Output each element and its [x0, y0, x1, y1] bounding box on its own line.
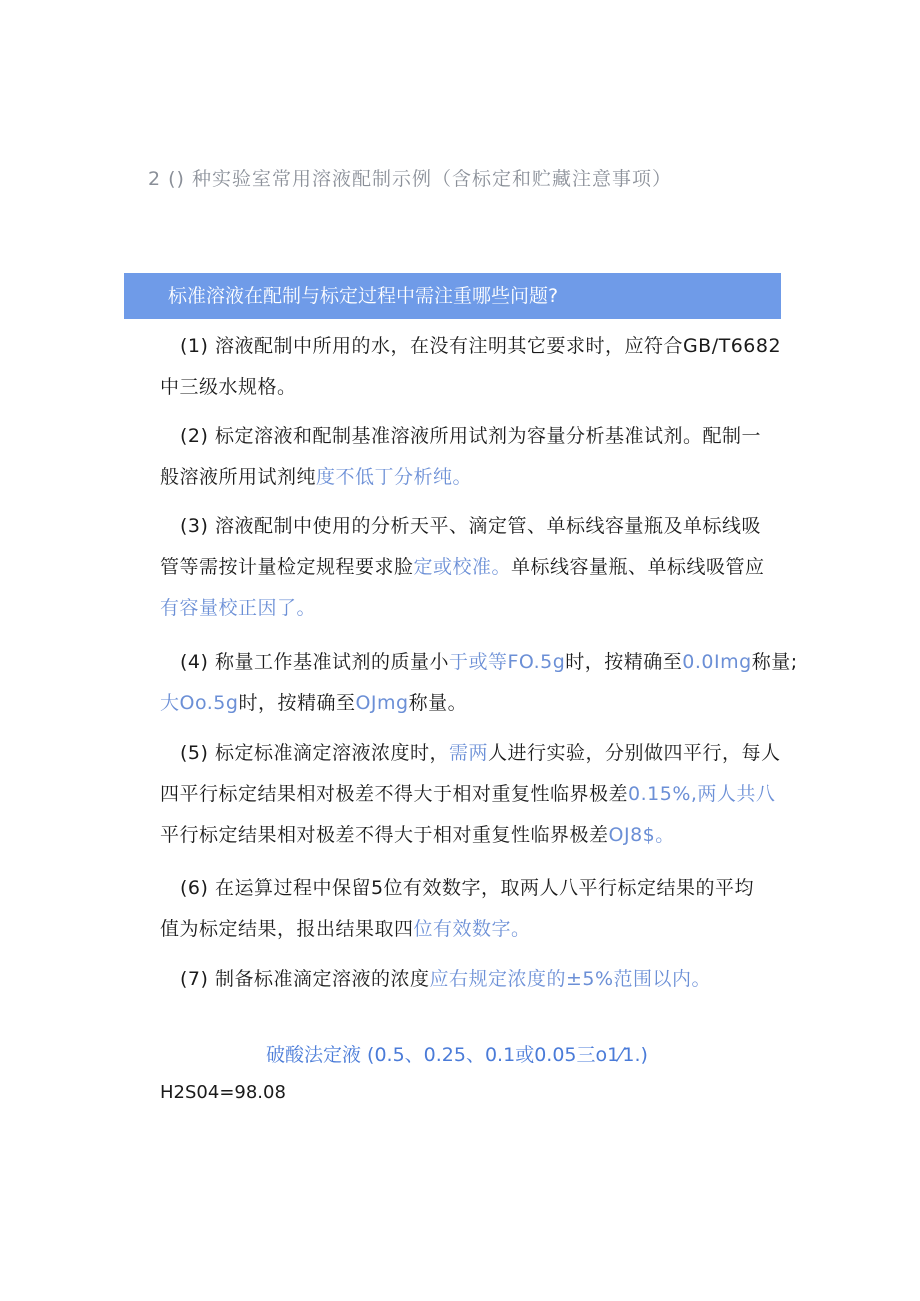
- body-text: 时，按精确至: [565, 651, 683, 673]
- paragraph-line: [160, 683, 780, 724]
- paragraph-line: [160, 733, 780, 774]
- highlighted-text: 定或校准。: [413, 556, 512, 578]
- body-text: 般溶液所用试剂纯: [160, 466, 317, 488]
- body-text: (7) 制备标准滴定溶液的浓度: [180, 968, 430, 990]
- paragraph-line: [160, 547, 780, 588]
- subheading: 破酸法定液 (0.5、0.25、0.1或0.05三o1⁄1.): [266, 1044, 648, 1066]
- highlighted-text: 0.15%,两人共八: [628, 783, 776, 805]
- body-text: 时，按精确至: [238, 692, 356, 714]
- paragraph-line: [160, 416, 780, 457]
- body-text: (4) 称量工作基准试剂的质量小: [180, 651, 449, 673]
- list-item: [160, 506, 780, 629]
- paragraph-line: [160, 367, 780, 408]
- paragraph-line: [160, 909, 780, 950]
- highlighted-text: 度不低丁分析纯。: [316, 466, 473, 488]
- list-item: [160, 642, 798, 724]
- highlighted-text: 需两: [448, 742, 488, 764]
- body-text: 单标线容量瓶、单标线吸管应: [511, 556, 765, 578]
- highlighted-text: 0.0Img: [682, 651, 752, 673]
- highlighted-text: 位有效数字。: [413, 918, 531, 940]
- paragraph-line: [160, 642, 798, 683]
- paragraph-line: [160, 588, 780, 629]
- paragraph-line: [160, 959, 780, 1000]
- body-text: 中三级水规格。: [160, 376, 297, 398]
- paragraph-line: [160, 868, 780, 909]
- list-item: [160, 868, 780, 950]
- highlighted-text: 于或等FO.5g: [448, 651, 566, 673]
- body-text: 平行标定结果相对极差不得大于相对重复性临界极差: [160, 824, 609, 846]
- list-item: [160, 733, 780, 856]
- body-text: 称量。: [408, 692, 468, 714]
- body-text: (2) 标定溶液和配制基准溶液所用试剂为容量分析基准试剂。配制一: [180, 425, 761, 447]
- body-text: (6) 在运算过程中保留5位有效数字，取两人八平行标定结果的平均: [180, 877, 755, 899]
- body-text: (5) 标定标准滴定溶液浓度时，: [180, 742, 449, 764]
- section-heading-text: 标准溶液在配制与标定过程中需注重哪些问题?: [168, 285, 559, 307]
- list-item: [160, 326, 780, 408]
- paragraph-line: [160, 815, 780, 856]
- list-item: [160, 959, 780, 1000]
- body-text: 四平行标定结果相对极差不得大于相对重复性临界极差: [160, 783, 629, 805]
- body-text: (3) 溶液配制中使用的分析天平、滴定管、单标线容量瓶及单标线吸: [180, 515, 761, 537]
- highlighted-text: 应右规定浓度的±5%范围以内。: [429, 968, 712, 990]
- highlighted-text: 大Oo.5g: [160, 692, 239, 714]
- body-text: 人进行实验，分别做四平行，每人: [487, 742, 781, 764]
- highlighted-text: OJmg: [355, 692, 409, 714]
- paragraph-line: [160, 506, 780, 547]
- list-item: [160, 416, 780, 498]
- section-heading-banner: [124, 273, 781, 319]
- body-text: 管等需按计量检定规程要求脸: [160, 556, 414, 578]
- body-text: 称量;: [751, 651, 798, 673]
- formula-text: H2S04=98.08: [160, 1082, 286, 1103]
- body-text: 值为标定结果，报出结果取四: [160, 918, 414, 940]
- highlighted-text: OJ8$。: [608, 824, 675, 846]
- document-title: 2 () 种实验室常用溶液配制示例（含标定和贮藏注意事项）: [148, 168, 672, 190]
- paragraph-line: [160, 774, 780, 815]
- paragraph-line: [160, 457, 780, 498]
- highlighted-text: 有容量校正因了。: [160, 597, 317, 619]
- body-text: (1) 溶液配制中所用的水，在没有注明其它要求时，应符合GB/T6682: [180, 335, 782, 357]
- paragraph-line: [160, 326, 780, 367]
